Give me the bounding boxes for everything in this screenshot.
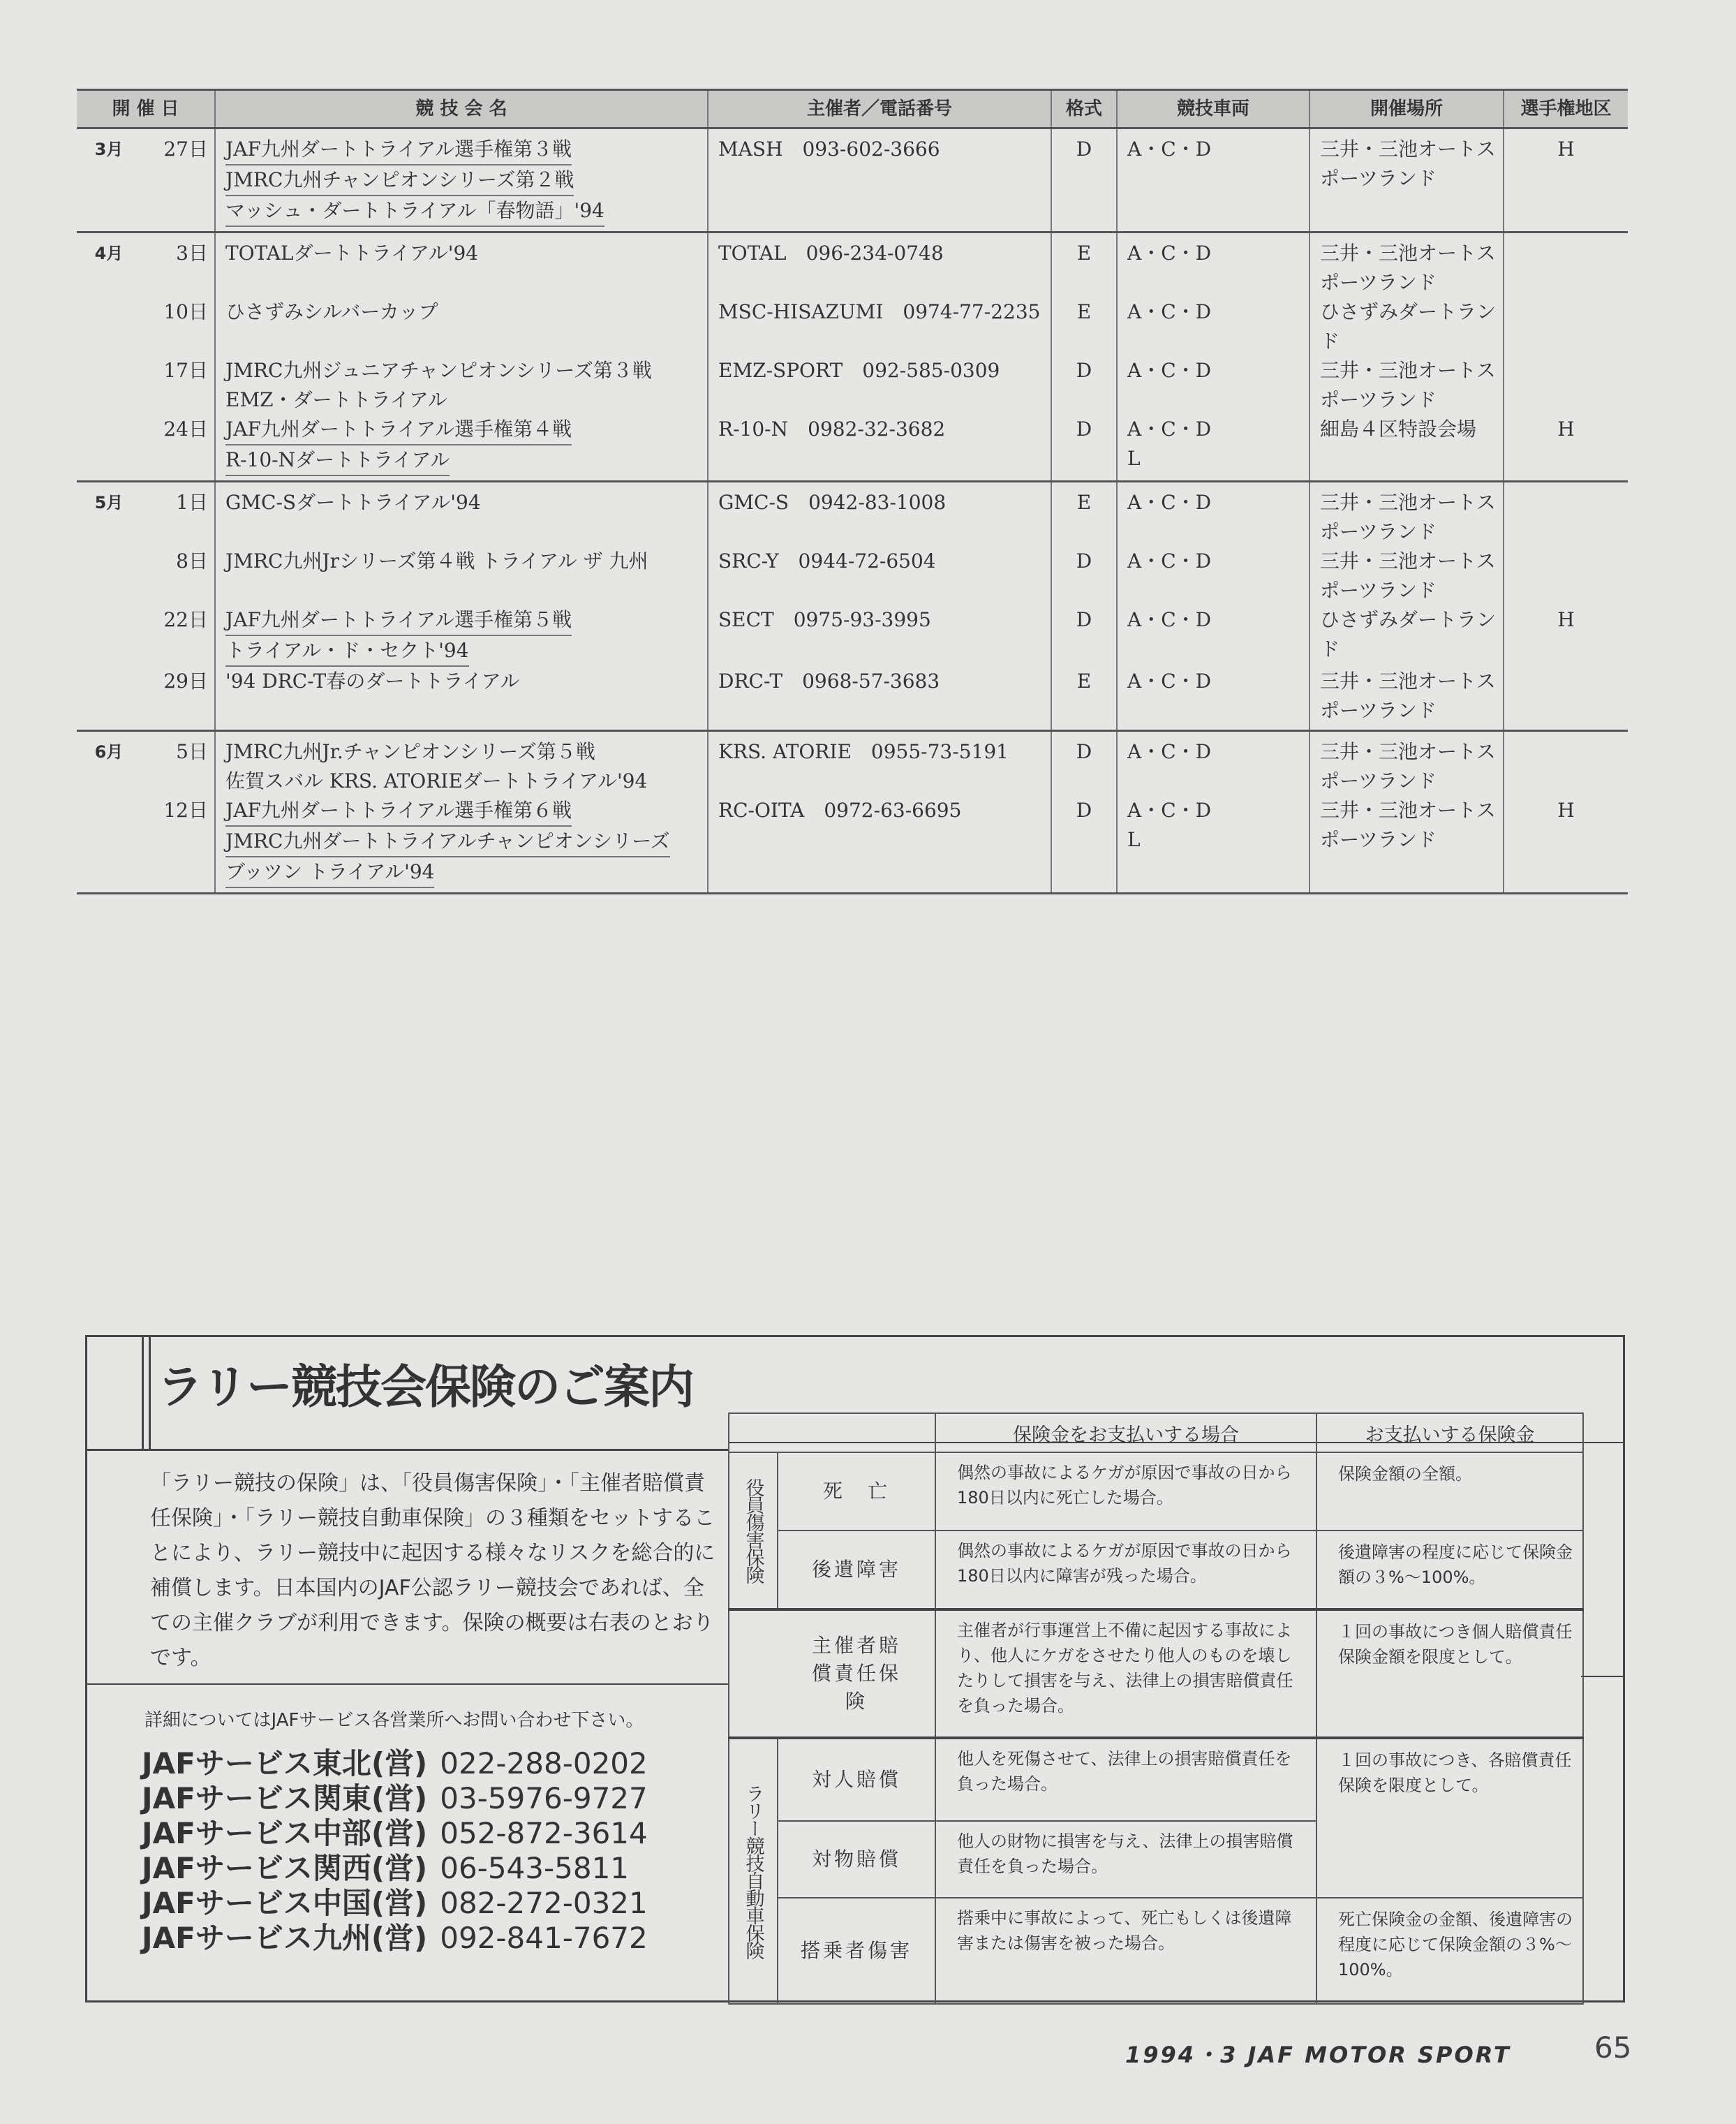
event-name-line: JAF九州ダートトライアル選手権第４戦	[225, 415, 572, 445]
event-name-line: ひさずみシルバーカップ	[225, 300, 438, 323]
region-cell	[1504, 731, 1628, 797]
office-chubu	[142, 1816, 648, 1851]
event-name-line: JAF九州ダートトライアル選手権第６戦	[225, 796, 572, 827]
coverage-row-organizer	[729, 1609, 1583, 1738]
date-cell	[77, 233, 215, 298]
event-name-line: ブッツン トライアル'94	[225, 857, 434, 888]
venue-line: ポーツランド	[1320, 167, 1437, 190]
magazine-footer: 1994・3 JAF MOTOR SPORT	[1125, 2042, 1511, 2068]
organizer-cell	[708, 128, 1051, 233]
header-date: 開 催 日	[77, 90, 215, 128]
vehicles-line: A・C・D	[1127, 138, 1212, 161]
organizer-cell	[708, 731, 1051, 797]
row-case: 偶然の事故によるケガが原因で事故の日から180日以内に死亡した場合。	[935, 1452, 1316, 1531]
venue-line: ポーツランド	[1320, 579, 1437, 602]
event-name-cell	[215, 297, 708, 356]
format-text: E	[1076, 670, 1092, 693]
schedule-row	[77, 547, 1628, 605]
office-kansai	[142, 1851, 648, 1886]
format-text: D	[1076, 359, 1092, 382]
office-chugoku	[142, 1886, 648, 1921]
insurance-intro: 「ラリー競技の保険」は、「役員傷害保険」・「主催者賠償責任保険」・「ラリー競技自動車保険」の３種類をセットすることにより、ラリー競技中に起因する様々なリスクを総合的に補償します。日本国内のJAF公認ラリー競技会であれば、全ての主催クラブが利用できます。保険の概要は右表のとおりです。	[150, 1471, 715, 1670]
day-label: 27日	[163, 138, 208, 161]
format-text: D	[1076, 138, 1092, 161]
organizer-text: GMC-S 0942-83-1008	[718, 491, 947, 514]
venue-line: 三井・三池オートス	[1320, 491, 1496, 514]
format-cell	[1051, 128, 1117, 233]
organizer-text: KRS. ATORIE 0955-73-5191	[718, 740, 1009, 763]
schedule-row	[77, 297, 1628, 356]
venue-line: 三井・三池オートス	[1320, 138, 1496, 161]
vehicles-line: A・C・D	[1127, 608, 1212, 631]
venue-cell	[1310, 233, 1504, 298]
date-cell	[77, 415, 215, 482]
day-label: 22日	[163, 608, 208, 631]
coverage-header-row	[729, 1413, 1583, 1452]
venue-line: ひさずみダートラン	[1320, 608, 1497, 631]
date-cell	[77, 605, 215, 667]
vehicles-line: L	[1127, 447, 1141, 470]
event-name-cell	[215, 667, 708, 731]
schedule-row	[77, 482, 1628, 547]
vehicles-line: A・C・D	[1127, 670, 1212, 693]
title-bar-decoration-inner	[142, 1337, 151, 1449]
header-organizer: 主催者／電話番号	[708, 90, 1051, 128]
organizer-cell	[708, 605, 1051, 667]
format-cell	[1051, 482, 1117, 547]
schedule-row	[77, 356, 1628, 415]
organizer-cell	[708, 667, 1051, 731]
row-name: 死 亡	[778, 1452, 935, 1531]
event-name-line: JMRC九州ダートトライアルチャンピオンシリーズ	[225, 827, 670, 857]
coverage-row-passenger	[729, 1898, 1583, 2004]
region-cell	[1504, 128, 1628, 233]
row-name: 後遺障害	[778, 1531, 935, 1609]
day-label: 24日	[163, 418, 208, 441]
event-name-line: JAF九州ダートトライアル選手権第５戦	[225, 605, 572, 636]
venue-cell	[1310, 605, 1504, 667]
schedule-row	[77, 731, 1628, 797]
header-vehicles: 競技車両	[1117, 90, 1310, 128]
schedule-header-row	[77, 90, 1628, 128]
event-name-cell	[215, 547, 708, 605]
coverage-row-death	[729, 1452, 1583, 1531]
office-phone: 022-288-0202	[440, 1746, 648, 1780]
date-cell	[77, 482, 215, 547]
venue-line: 細島４区特設会場	[1320, 418, 1477, 441]
event-name-line: R-10-Nダートトライアル	[225, 445, 450, 476]
event-name-cell	[215, 128, 708, 233]
event-name-line: EMZ・ダートトライアル	[225, 388, 447, 411]
date-cell	[77, 297, 215, 356]
day-label: 1日	[176, 491, 208, 514]
title-bar-decoration	[87, 1337, 144, 1449]
format-text: D	[1076, 550, 1092, 573]
event-name-cell	[215, 605, 708, 667]
venue-cell	[1310, 547, 1504, 605]
venue-line: ポーツランド	[1320, 520, 1437, 543]
format-text: D	[1076, 608, 1092, 631]
venue-cell	[1310, 731, 1504, 797]
date-cell	[77, 356, 215, 415]
venue-line: 三井・三池オートス	[1320, 242, 1496, 265]
date-cell	[77, 547, 215, 605]
vehicles-cell	[1117, 415, 1310, 482]
organizer-cell	[708, 796, 1051, 894]
office-name: JAFサービス中国(営)	[142, 1886, 428, 1920]
office-phone: 06-543-5811	[440, 1851, 630, 1885]
schedule-row	[77, 605, 1628, 667]
day-label: 5日	[176, 740, 208, 763]
day-label: 10日	[163, 300, 208, 323]
office-kanto	[142, 1781, 648, 1816]
schedule-row	[77, 128, 1628, 233]
venue-line: ポーツランド	[1320, 769, 1437, 792]
organizer-text: MSC-HISAZUMI 0974-77-2235	[718, 300, 1041, 323]
header-event-name: 競 技 会 名	[215, 90, 708, 128]
row-amount: 後遺障害の程度に応じて保険金額の３%〜100%。	[1316, 1531, 1583, 1609]
intro-divider	[87, 1683, 728, 1685]
title-divider	[87, 1449, 728, 1451]
event-name-line: TOTALダートトライアル'94	[225, 242, 479, 265]
organizer-cell	[708, 415, 1051, 482]
coverage-row-aftereffect	[729, 1531, 1583, 1609]
coverage-header-case: 保険金をお支払いする場合	[935, 1413, 1316, 1452]
insurance-title: ラリー競技会保険のご案内	[157, 1360, 693, 1414]
schedule-row	[77, 796, 1628, 894]
venue-line: ひさずみダートラン	[1320, 300, 1497, 323]
vehicles-line: L	[1127, 828, 1141, 851]
venue-line: ポーツランド	[1320, 699, 1437, 722]
office-name: JAFサービス中部(営)	[142, 1816, 428, 1850]
format-text: E	[1076, 300, 1092, 323]
office-tohoku	[142, 1746, 648, 1781]
schedule-row	[77, 233, 1628, 298]
venue-cell	[1310, 297, 1504, 356]
format-cell	[1051, 605, 1117, 667]
coverage-header-amount: お支払いする保険金	[1316, 1413, 1583, 1452]
vehicles-line: A・C・D	[1127, 550, 1212, 573]
date-cell	[77, 128, 215, 233]
contact-note: 詳細についてはJAFサービス各営業所へお問い合わせ下さい。	[144, 1710, 644, 1731]
vehicles-cell	[1117, 547, 1310, 605]
row-name-text: 主催者賠償責任保険	[811, 1634, 901, 1713]
region-cell	[1504, 415, 1628, 482]
month-label: 3月	[94, 140, 124, 159]
office-phone: 082-272-0321	[440, 1886, 648, 1920]
event-name-line: GMC-Sダートトライアル'94	[225, 491, 481, 514]
venue-line: 三井・三池オートス	[1320, 740, 1496, 763]
vehicles-cell	[1117, 731, 1310, 797]
row-name	[729, 1609, 935, 1738]
organizer-cell	[708, 547, 1051, 605]
day-label: 29日	[163, 670, 208, 693]
coverage-header-blank	[729, 1413, 935, 1452]
organizer-cell	[708, 297, 1051, 356]
venue-line: 三井・三池オートス	[1320, 799, 1496, 822]
organizer-text: DRC-T 0968-57-3683	[718, 670, 940, 693]
format-text: E	[1076, 242, 1092, 265]
office-phone: 052-872-3614	[440, 1816, 648, 1850]
venue-cell	[1310, 796, 1504, 894]
coverage-table	[728, 1413, 1584, 2005]
event-name-cell	[215, 415, 708, 482]
venue-cell	[1310, 482, 1504, 547]
day-label: 3日	[176, 242, 208, 265]
row-case: 他人の財物に損害を与え、法律上の損害賠償責任を負った場合。	[935, 1821, 1316, 1898]
event-name-line: JMRC九州Jr.チャンピオンシリーズ第５戦	[225, 740, 595, 763]
format-cell	[1051, 547, 1117, 605]
vehicles-line: A・C・D	[1127, 740, 1212, 763]
vehicles-cell	[1117, 482, 1310, 547]
vehicles-cell	[1117, 128, 1310, 233]
format-text: D	[1076, 740, 1092, 763]
vehicles-cell	[1117, 356, 1310, 415]
office-kyushu	[142, 1921, 648, 1956]
row-amount: 死亡保険金の金額、後遺障害の程度に応じて保険金額の３%〜100%。	[1316, 1898, 1583, 2004]
organizer-text: TOTAL 096-234-0748	[718, 242, 944, 265]
vehicles-line: A・C・D	[1127, 799, 1212, 822]
schedule-row	[77, 415, 1628, 482]
organizer-text: SECT 0975-93-3995	[718, 608, 931, 631]
event-name-line: JAF九州ダートトライアル選手権第３戦	[225, 135, 572, 165]
vehicles-cell	[1117, 796, 1310, 894]
format-cell	[1051, 731, 1117, 797]
month-label: 4月	[94, 244, 124, 263]
region-cell	[1504, 796, 1628, 894]
region-cell	[1504, 605, 1628, 667]
organizer-cell	[708, 233, 1051, 298]
organizer-text: RC-OITA 0972-63-6695	[718, 799, 962, 822]
office-phone: 03-5976-9727	[440, 1781, 648, 1815]
date-cell	[77, 796, 215, 894]
month-label: 5月	[94, 493, 124, 512]
row-amount: １回の事故につき個人賠償責任保険金額を限度として。	[1316, 1609, 1583, 1738]
format-text: D	[1076, 799, 1092, 822]
venue-line: ポーツランド	[1320, 828, 1437, 851]
region-cell	[1504, 547, 1628, 605]
office-name: JAFサービス関東(営)	[142, 1781, 428, 1815]
region-cell	[1504, 233, 1628, 298]
office-phone: 092-841-7672	[440, 1921, 648, 1955]
format-cell	[1051, 667, 1117, 731]
row-amount: 保険金額の全額。	[1316, 1452, 1583, 1531]
region-cell	[1504, 482, 1628, 547]
office-name: JAFサービス九州(営)	[142, 1921, 428, 1955]
event-name-line: 佐賀スバル KRS. ATORIEダートトライアル'94	[225, 769, 648, 792]
header-venue: 開催場所	[1310, 90, 1504, 128]
venue-cell	[1310, 415, 1504, 482]
vehicles-line: A・C・D	[1127, 300, 1212, 323]
venue-line: ド	[1320, 637, 1340, 661]
page-number: 65	[1594, 2030, 1632, 2065]
format-cell	[1051, 415, 1117, 482]
event-name-cell	[215, 356, 708, 415]
row-name: 搭乗者傷害	[778, 1898, 935, 2004]
row-case: 主催者が行事運営上不備に起因する事故により、他人にケガをさせたり他人のものを壊したりして損害を与え、法律上の損害賠償責任を負った場合。	[935, 1609, 1316, 1738]
venue-line: 三井・三池オートス	[1320, 550, 1496, 573]
organizer-cell	[708, 482, 1051, 547]
schedule-body	[77, 128, 1628, 894]
venue-cell	[1310, 128, 1504, 233]
table-side-rule	[1581, 1676, 1623, 1677]
event-name-line: トライアル・ド・セクト'94	[225, 636, 469, 667]
day-label: 8日	[176, 550, 208, 573]
region-cell	[1504, 297, 1628, 356]
day-label: 12日	[163, 799, 208, 822]
format-cell	[1051, 233, 1117, 298]
format-cell	[1051, 796, 1117, 894]
region-text: H	[1557, 799, 1575, 822]
office-name: JAFサービス関西(営)	[142, 1851, 428, 1885]
format-text: D	[1076, 418, 1092, 441]
row-case: 偶然の事故によるケガが原因で事故の日から180日以内に障害が残った場合。	[935, 1531, 1316, 1609]
office-list	[142, 1746, 648, 1956]
venue-line: ド	[1320, 330, 1340, 353]
event-name-line: JMRC九州ジュニアチャンピオンシリーズ第３戦	[225, 359, 652, 382]
organizer-text: EMZ-SPORT 092-585-0309	[718, 359, 1000, 382]
insurance-info-box	[85, 1335, 1625, 2003]
venue-cell	[1310, 667, 1504, 731]
event-name-cell	[215, 731, 708, 797]
event-name-line: JMRC九州チャンピオンシリーズ第２戦	[225, 165, 574, 196]
event-name-line: マッシュ・ダートトライアル「春物語」'94	[225, 196, 604, 227]
date-cell	[77, 731, 215, 797]
region-text: H	[1557, 138, 1575, 161]
month-label: 6月	[94, 742, 124, 762]
vehicles-line: A・C・D	[1127, 491, 1212, 514]
row-name: 対人賠償	[778, 1738, 935, 1821]
venue-line: 三井・三池オートス	[1320, 359, 1496, 382]
date-cell	[77, 667, 215, 731]
office-name: JAFサービス東北(営)	[142, 1746, 428, 1780]
organizer-cell	[708, 356, 1051, 415]
header-region: 選手権地区	[1504, 90, 1628, 128]
event-name-cell	[215, 233, 708, 298]
vehicles-cell	[1117, 233, 1310, 298]
organizer-text: R-10-N 0982-32-3682	[718, 418, 946, 441]
format-cell	[1051, 356, 1117, 415]
region-text: H	[1557, 608, 1575, 631]
coverage-row-person	[729, 1738, 1583, 1821]
schedule-row	[77, 667, 1628, 731]
vehicles-line: A・C・D	[1127, 418, 1212, 441]
region-text: H	[1557, 418, 1575, 441]
vehicles-cell	[1117, 605, 1310, 667]
venue-line: ポーツランド	[1320, 388, 1437, 411]
vehicles-line: A・C・D	[1127, 242, 1212, 265]
organizer-text: SRC-Y 0944-72-6504	[718, 550, 936, 573]
row-amount: １回の事故につき、各賠償責任保険を限度として。	[1316, 1738, 1583, 1898]
vehicles-cell	[1117, 667, 1310, 731]
region-cell	[1504, 356, 1628, 415]
region-cell	[1504, 667, 1628, 731]
group-rally-label: ラリー競技自動車保険	[729, 1738, 778, 2004]
header-format: 格式	[1051, 90, 1117, 128]
organizer-text: MASH 093-602-3666	[718, 138, 940, 161]
venue-line: ポーツランド	[1320, 271, 1437, 294]
event-name-cell	[215, 482, 708, 547]
group-officer-label: 役員傷害保険	[729, 1452, 778, 1609]
row-case: 他人を死傷させて、法律上の損害賠償責任を負った場合。	[935, 1738, 1316, 1821]
race-schedule-table	[77, 89, 1628, 894]
event-name-line: '94 DRC-T春のダートトライアル	[225, 670, 520, 693]
venue-cell	[1310, 356, 1504, 415]
vehicles-cell	[1117, 297, 1310, 356]
day-label: 17日	[163, 359, 208, 382]
format-cell	[1051, 297, 1117, 356]
event-name-line: JMRC九州Jrシリーズ第４戦 トライアル ザ 九州	[225, 550, 648, 573]
event-name-cell	[215, 796, 708, 894]
row-case: 搭乗中に事故によって、死亡もしくは後遺障害または傷害を被った場合。	[935, 1898, 1316, 2004]
row-name: 対物賠償	[778, 1821, 935, 1898]
vehicles-line: A・C・D	[1127, 359, 1212, 382]
format-text: E	[1076, 491, 1092, 514]
venue-line: 三井・三池オートス	[1320, 670, 1496, 693]
